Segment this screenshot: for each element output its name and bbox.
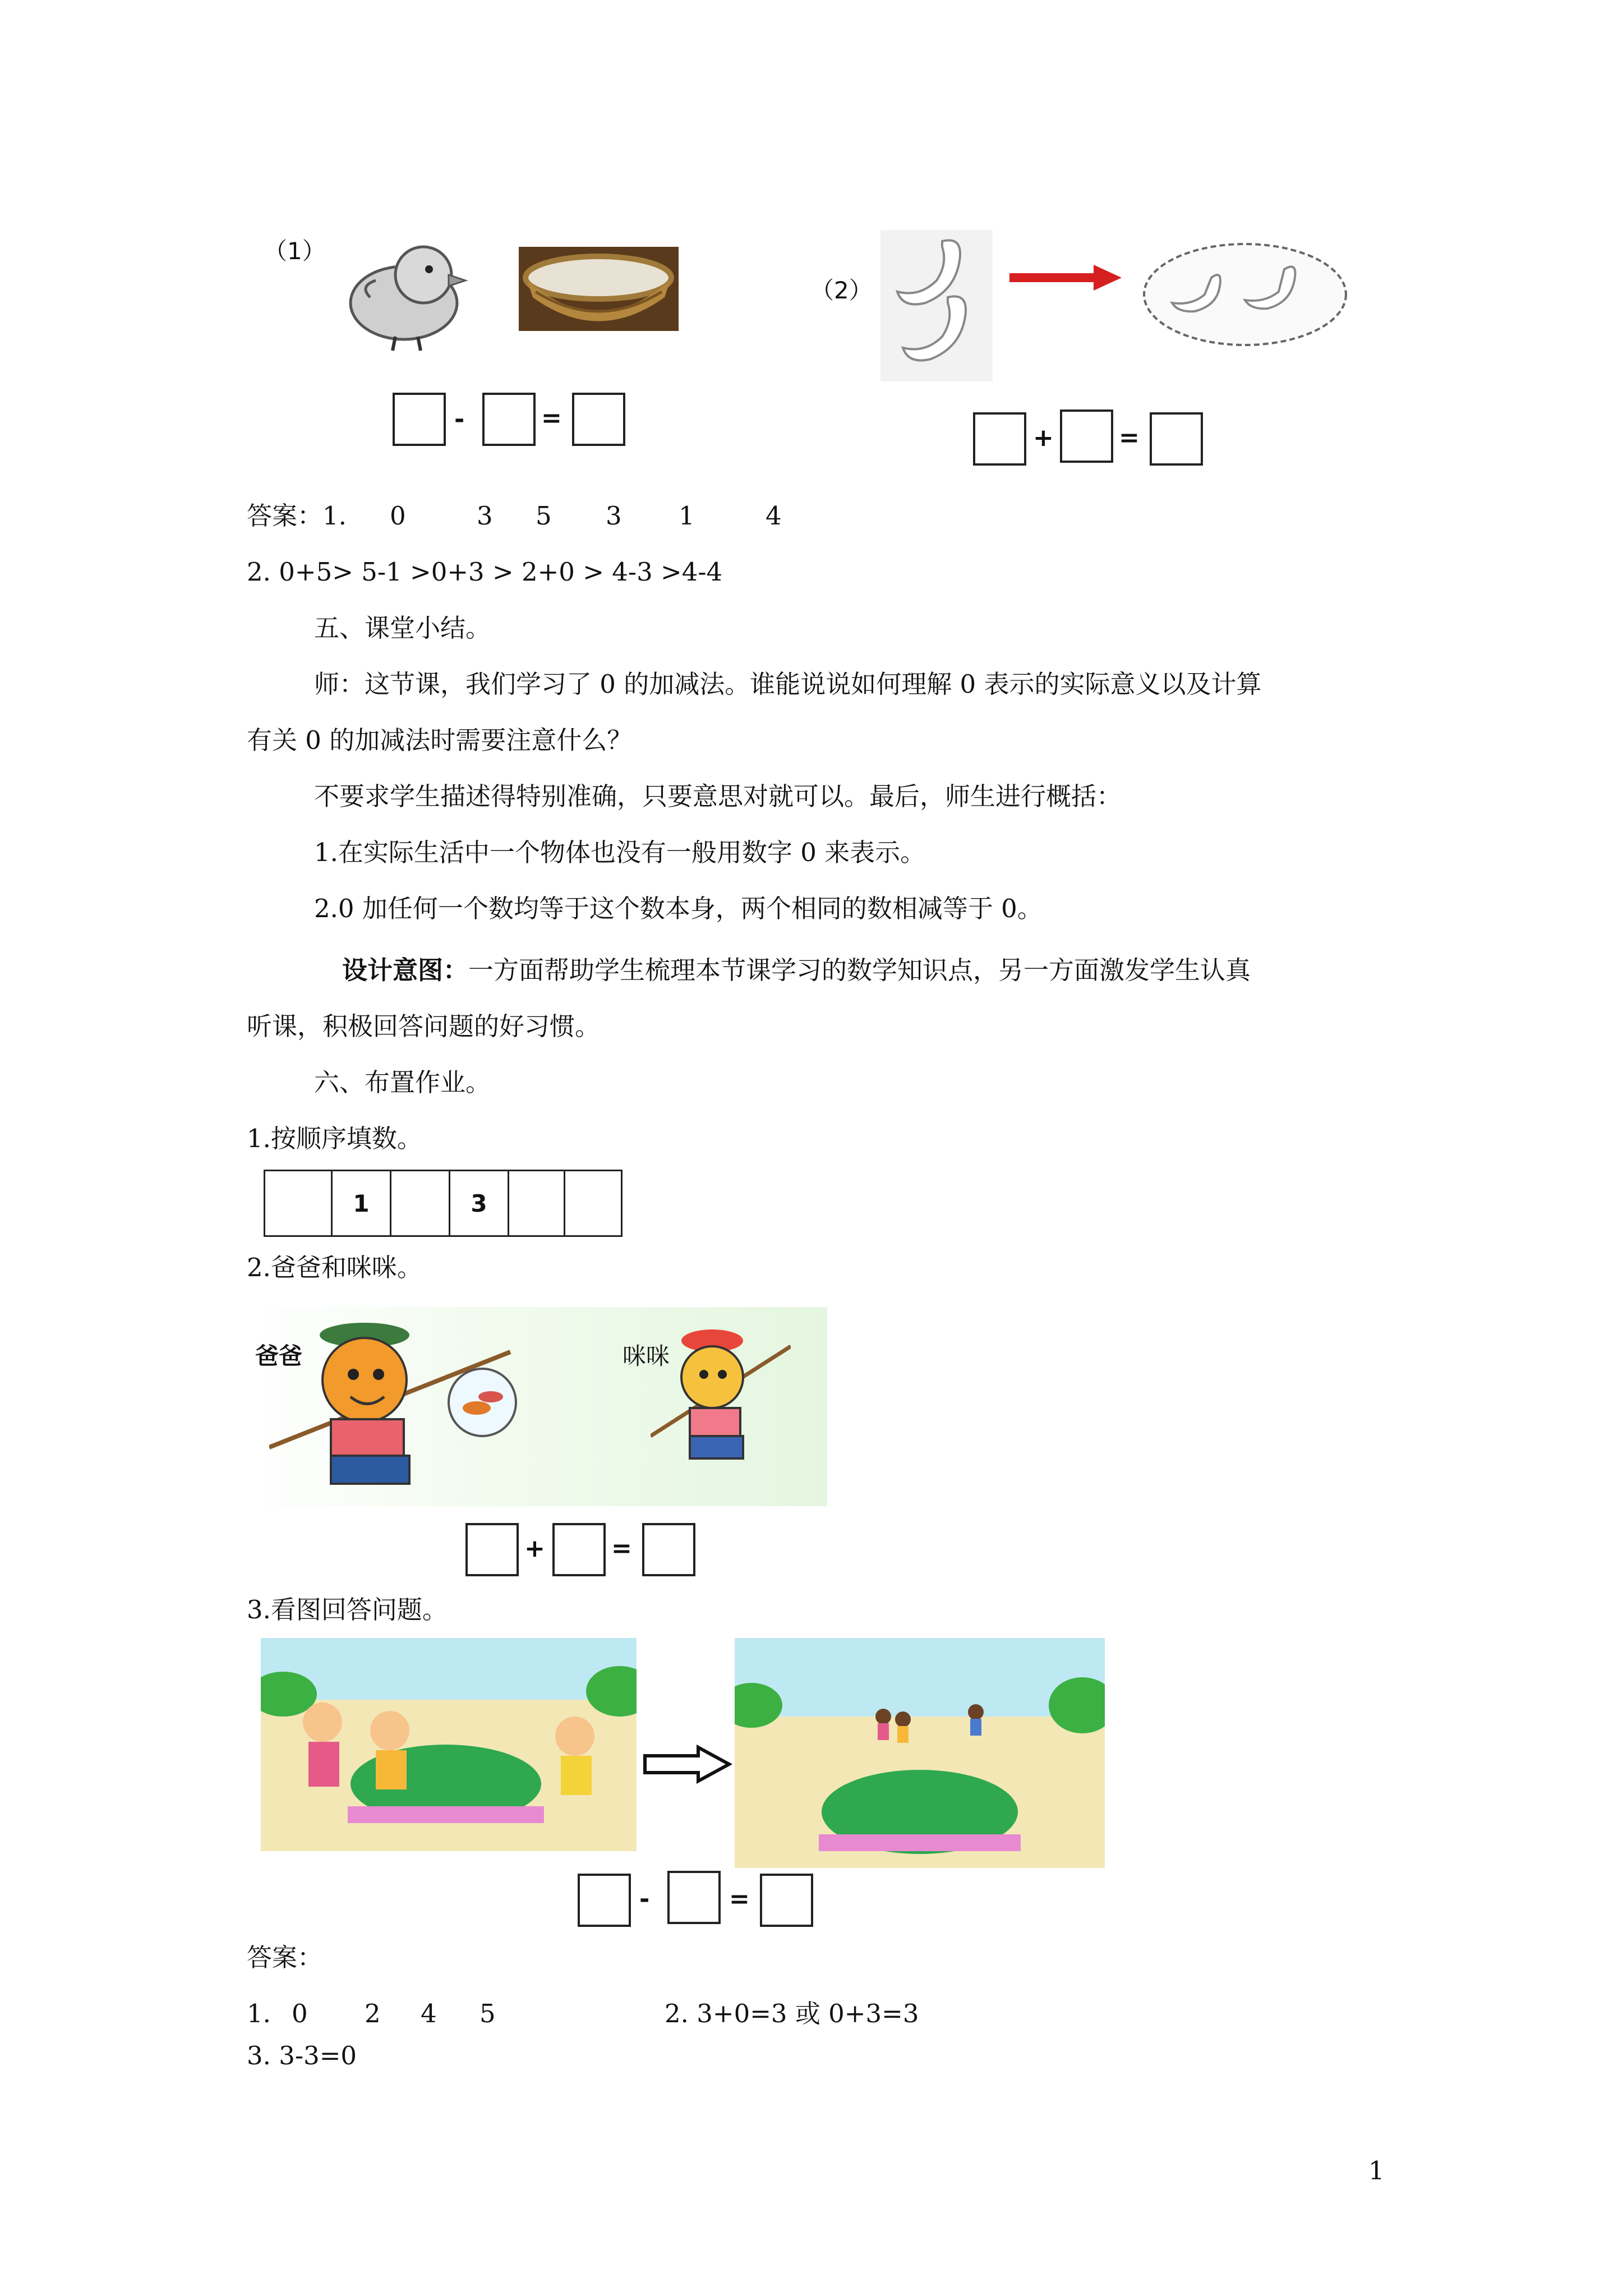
- answer-box[interactable]: [1060, 409, 1113, 463]
- summary-point: 2.0 加任何一个数均等于这个数本身，两个相同的数相减等于 0。: [314, 894, 1043, 923]
- homework-heading: 六、布置作业。: [314, 1068, 491, 1097]
- answer-box[interactable]: [642, 1523, 695, 1576]
- mimi-cat-illustration: [651, 1324, 791, 1492]
- answer-value: 4: [766, 501, 782, 531]
- summary-heading: 五、课堂小结。: [314, 613, 491, 643]
- dad-cat-illustration: [269, 1318, 533, 1503]
- watering-scene-before: [261, 1638, 637, 1851]
- dad-and-mimi-picture: [247, 1307, 827, 1506]
- design-text: 一方面帮助学生梳理本节课学习的数学知识点，另一方面激发学生认真: [468, 955, 1251, 985]
- arrow-right-icon: [1009, 264, 1122, 292]
- equals-sign: =: [541, 404, 562, 432]
- answer-line: 3. 3-3=0: [247, 2041, 357, 2070]
- answer-box[interactable]: [973, 412, 1026, 466]
- answer-value: 5: [536, 501, 552, 531]
- number-sequence-table: [264, 1170, 623, 1237]
- minus-sign: -: [639, 1885, 650, 1913]
- pond-swans-image: [1138, 238, 1352, 351]
- page-number: 1: [1368, 2156, 1385, 2185]
- summary-point: 1.在实际生活中一个物体也没有一般用数字 0 来表示。: [314, 838, 926, 867]
- swans-image: [880, 230, 993, 381]
- answer-value: 5: [479, 1999, 496, 2028]
- chick-image: [336, 236, 471, 353]
- equals-sign: =: [611, 1534, 632, 1563]
- summary-note: 不要求学生描述得特别准确，只要意思对就可以。最后，师生进行概括：: [314, 781, 1122, 811]
- answer-line-1-prefix: 答案：1.: [247, 501, 347, 531]
- answer-prefix: 1.: [247, 1999, 271, 2028]
- teacher-line: 师：这节课，我们学习了 0 的加减法。谁能说说如何理解 0 表示的实际意义以及计算: [314, 669, 1262, 699]
- design-label: 设计意图：: [342, 955, 469, 985]
- minus-sign: -: [454, 405, 465, 434]
- sequence-cell[interactable]: [565, 1171, 621, 1235]
- watering-scene-after: [735, 1638, 1105, 1868]
- sequence-cell[interactable]: [265, 1171, 333, 1235]
- mimi-label: 咪咪: [623, 1342, 670, 1370]
- sequence-cell: 3: [450, 1171, 509, 1235]
- answer-box[interactable]: [578, 1874, 631, 1927]
- answer-value: 1: [679, 501, 695, 531]
- plus-sign: +: [1033, 424, 1054, 452]
- arrow-right-icon: [642, 1745, 732, 1784]
- answer-line-2: 2. 0+5> 5-1 >0+3 > 2+0 > 4-3 >4-4: [247, 557, 723, 587]
- item2-label: （2）: [810, 277, 873, 304]
- answer-box[interactable]: [552, 1523, 606, 1576]
- design-text: 听课，积极回答问题的好习惯。: [247, 1011, 601, 1041]
- teacher-line: 有关 0 的加减法时需要注意什么？: [247, 725, 633, 755]
- equals-sign: =: [1119, 424, 1140, 452]
- answer-value: 0: [390, 501, 406, 531]
- answer-box[interactable]: [1150, 412, 1203, 466]
- answer-value: 3: [606, 501, 622, 531]
- sequence-cell[interactable]: [509, 1171, 565, 1235]
- item1-label: （1）: [264, 237, 326, 265]
- answers-heading: 答案：: [247, 1943, 323, 1972]
- answer-value: 0: [292, 1999, 308, 2028]
- answer-box[interactable]: [482, 393, 536, 446]
- answer-box[interactable]: [465, 1523, 519, 1576]
- design-intent: [342, 954, 1251, 987]
- answer-value: 2: [365, 1999, 381, 2028]
- basket-image: [519, 247, 679, 331]
- answer-value: 4: [421, 1999, 437, 2028]
- plus-sign: +: [524, 1534, 545, 1563]
- answer-box[interactable]: [572, 393, 625, 446]
- answer-box[interactable]: [393, 393, 446, 446]
- question-3: 3.看图回答问题。: [247, 1595, 448, 1625]
- question-2: 2.爸爸和咪咪。: [247, 1253, 422, 1282]
- dad-label: 爸爸: [255, 1342, 303, 1370]
- answer-box[interactable]: [760, 1874, 813, 1927]
- answer-box[interactable]: [667, 1871, 721, 1924]
- answer-line: 2. 3+0=3 或 0+3=3: [665, 1999, 919, 2028]
- question-1: 1.按顺序填数。: [247, 1124, 422, 1153]
- equals-sign: =: [729, 1885, 750, 1913]
- answer-value: 3: [477, 501, 493, 531]
- sequence-cell[interactable]: [391, 1171, 450, 1235]
- sequence-cell: 1: [333, 1171, 391, 1235]
